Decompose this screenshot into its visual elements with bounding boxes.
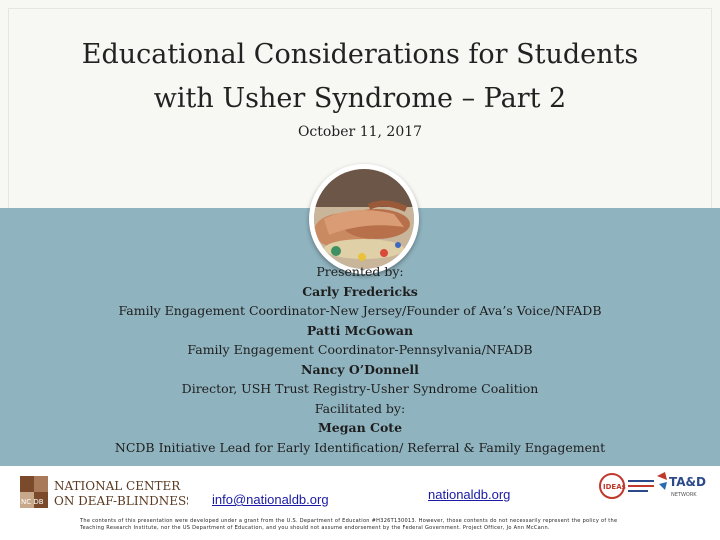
ncdb-line-1: NATIONAL CENTER (54, 479, 181, 493)
idea-logo-mark (598, 472, 658, 502)
facilitator-role: NCDB Initiative Lead for Early Identification/ Referral & Family Engagement (114, 439, 606, 455)
title-line-2: with Usher Syndrome – Part 2 (153, 83, 567, 114)
tad-logo-mark (655, 470, 715, 504)
ncdb-logo[interactable] (18, 474, 188, 510)
tad-text: TA&D (669, 475, 706, 489)
presenter-role-3: Director, USH Trust Registry-Usher Syndrome Coalition (181, 381, 539, 396)
presentation-date: October 11, 2017 (297, 124, 423, 140)
presenter-name-2: Patti McGowan (306, 322, 414, 338)
idea-text: IDEAs (603, 483, 626, 491)
presenter-name-3: Nancy O’Donnell (301, 361, 419, 377)
email-link[interactable]: info@nationaldb.org (212, 492, 329, 507)
idea-logo (598, 472, 658, 502)
presenter-credits (0, 262, 720, 457)
presenter-name-1: Carly Fredericks (302, 283, 418, 299)
website-link[interactable]: nationaldb.org (428, 487, 511, 502)
ncdb-logo-mark (18, 474, 188, 510)
slide-title (40, 33, 680, 121)
facilitator-name: Megan Cote (317, 420, 403, 435)
tad-network-logo (655, 470, 715, 504)
ncdb-mark-text: NC DB (21, 498, 44, 506)
tad-network-text: NETWORK (671, 492, 697, 498)
presenter-role-1: Family Engagement Coordinator-New Jersey/Founder of Ava’s Voice/NFADB (118, 303, 602, 318)
hands-photo (309, 164, 419, 274)
facilitated-by-heading: Facilitated by: (314, 400, 406, 416)
presented-by-heading: Presented by: (316, 264, 404, 279)
funding-disclaimer: The contents of this presentation were developed under a grant from the U.S. Department of Education #H326T130013. However, those contents do not necessarily represent the policy of the Teaching Research Institute, nor the US Department of Education, and you should not assume endorsement by the Federal Government. Project Officer, Jo Ann McCann. (80, 518, 618, 531)
presenter-role-2: Family Engagement Coordinator-Pennsylvania/NFADB (187, 342, 533, 357)
title-line-1: Educational Considerations for Students (81, 39, 639, 70)
ncdb-line-2: ON DEAF-BLINDNESS (54, 494, 188, 508)
hands-painting-image (314, 169, 414, 269)
